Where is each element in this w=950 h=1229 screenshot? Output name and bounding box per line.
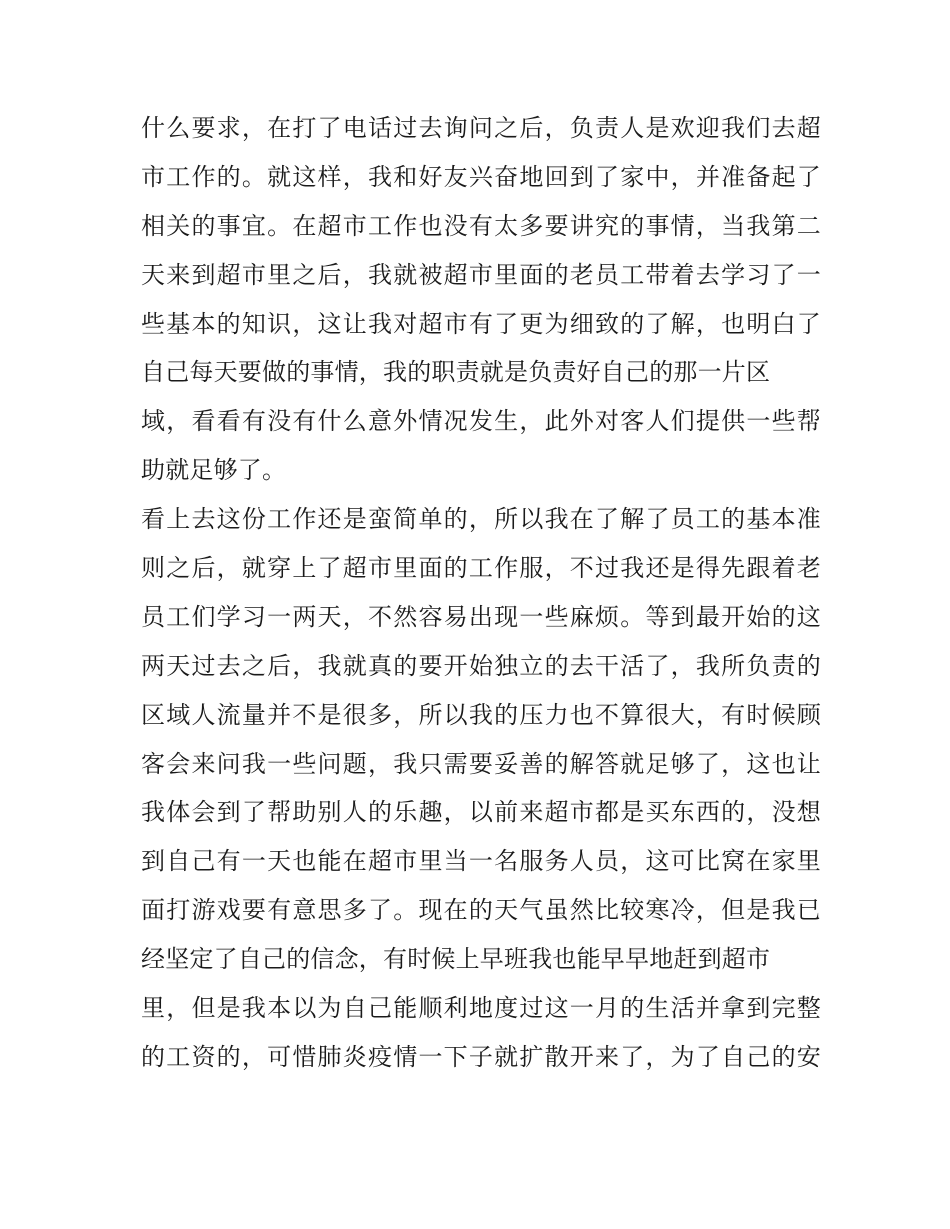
text-line: 员工们学习一两天，不然容易出现一些麻烦。等到最开始的这 <box>141 602 821 631</box>
text-line: 自己每天要做的事情，我的职责就是负责好自己的那一片区 <box>141 358 771 387</box>
text-line: 区域人流量并不是很多，所以我的压力也不算很大，有时候顾 <box>141 700 821 729</box>
text-line: 些基本的知识，这让我对超市有了更为细致的了解，也明白了 <box>141 309 821 338</box>
text-line: 市工作的。就这样，我和好友兴奋地回到了家中，并准备起了 <box>141 162 821 191</box>
text-line: 到自己有一天也能在超市里当一名服务人员，这可比窝在家里 <box>141 847 821 876</box>
text-line: 面打游戏要有意思多了。现在的天气虽然比较寒冷，但是我已 <box>141 896 821 925</box>
text-line: 我体会到了帮助别人的乐趣，以前来超市都是买东西的，没想 <box>141 798 821 827</box>
text-line: 天来到超市里之后，我就被超市里面的老员工带着去学习了一 <box>141 260 821 289</box>
body-text <box>141 104 821 1082</box>
text-line: 里，但是我本以为自己能顺利地度过这一月的生活并拿到完整 <box>141 994 821 1023</box>
text-line: 则之后，就穿上了超市里面的工作服，不过我还是得先跟着老 <box>141 554 821 583</box>
text-line: 助就足够了。 <box>141 456 287 485</box>
text-line: 看上去这份工作还是蛮简单的，所以我在了解了员工的基本准 <box>141 505 821 534</box>
text-line: 域，看看有没有什么意外情况发生，此外对客人们提供一些帮 <box>141 407 821 436</box>
text-line: 什么要求，在打了电话过去询问之后，负责人是欢迎我们去超 <box>141 114 821 142</box>
text-line: 相关的事宜。在超市工作也没有太多要讲究的事情，当我第二 <box>141 211 821 240</box>
text-line: 的工资的，可惜肺炎疫情一下子就扩散开来了，为了自己的安 <box>141 1042 821 1071</box>
text-line: 两天过去之后，我就真的要开始独立的去干活了，我所负责的 <box>141 651 821 680</box>
text-line: 客会来问我一些问题，我只需要妥善的解答就足够了，这也让 <box>141 749 821 778</box>
text-line: 经坚定了自己的信念，有时候上早班我也能早早地赶到超市 <box>141 945 771 974</box>
